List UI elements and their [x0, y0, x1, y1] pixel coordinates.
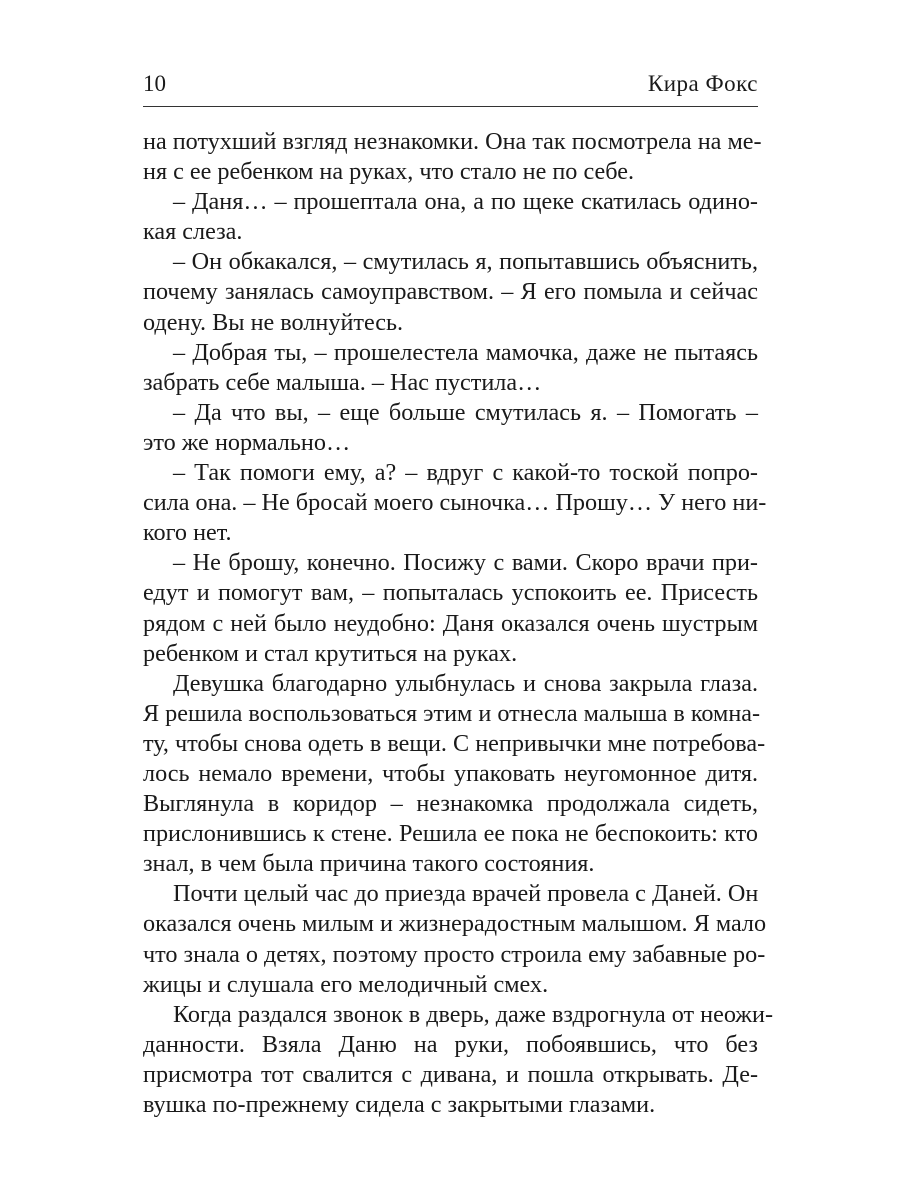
text-line: на потухший взгляд незнакомки. Она так посмотрела на ме-: [143, 128, 762, 155]
text-line: жицы и слушала его мелодичный смех.: [143, 970, 549, 998]
text-line: почему занялась самоуправством. – Я его помыла и сейчас: [143, 278, 758, 306]
text-line: присмотра тот свалится с дивана, и пошла открывать. Де-: [143, 1060, 758, 1088]
text-line: лось немало времени, чтобы упаковать неугомонное дитя.: [143, 759, 758, 787]
text-line: едут и помогут вам, – попыталась успокоить ее. Присесть: [143, 579, 758, 607]
text-line: это же нормально…: [143, 428, 351, 456]
text-line: кая слеза.: [143, 218, 243, 246]
text-line: что знала о детях, поэтому просто строила ему забавные ро-: [143, 940, 766, 968]
text-line: забрать себе малыша. – Нас пустила…: [143, 368, 542, 396]
text-line: знал, в чем была причина такого состояния.: [143, 850, 595, 878]
text-line: ребенком и стал крутиться на руках.: [143, 639, 518, 667]
text-line: рядом с ней было неудобно: Даня оказался очень шустрым: [143, 609, 758, 637]
text-line: – Даня… – прошептала она, а по щеке скатилась одино-: [173, 188, 758, 216]
text-line: – Так помоги ему, а? – вдруг с какой-то тоской попро-: [173, 459, 758, 487]
text-line: оказался очень милым и жизнерадостным малышом. Я мало: [143, 910, 767, 938]
page-number: 10: [143, 71, 166, 96]
text-line: – Добрая ты, – прошелестела мамочка, даже не пытаясь: [173, 338, 758, 366]
text-line: Выглянула в коридор – незнакомка продолжала сидеть,: [143, 790, 758, 818]
text-line: – Да что вы, – еще больше смутилась я. – Помогать –: [173, 398, 758, 426]
header-rule: [143, 106, 758, 107]
text-line: сила она. – Не бросай моего сыночка… Прошу… У него ни-: [143, 489, 767, 517]
text-line: прислонившись к стене. Решила ее пока не беспокоить: кто: [143, 820, 758, 848]
text-line: одену. Вы не волнуйтесь.: [143, 308, 404, 336]
text-line: вушка по-прежнему сидела с закрытыми глазами.: [143, 1091, 656, 1118]
text-line: кого нет.: [143, 519, 232, 547]
text-line: Когда раздался звонок в дверь, даже вздрогнула от неожи-: [173, 1000, 774, 1028]
text-line: данности. Взяла Даню на руки, побоявшись, что без: [143, 1030, 758, 1058]
text-line: – Он обкакался, – смутилась я, попытавшись объяснить,: [173, 248, 758, 276]
body-text: [143, 127, 774, 1120]
running-header: [143, 66, 758, 102]
text-line: ня с ее ребенком на руках, что стало не по себе.: [143, 158, 634, 186]
text-line: Девушка благодарно улыбнулась и снова закрыла глаза.: [173, 669, 758, 697]
text-line: – Не брошу, конечно. Посижу с вами. Скоро врачи при-: [173, 549, 758, 577]
running-title: Кира Фокс: [647, 71, 758, 96]
text-line: ту, чтобы снова одеть в вещи. С непривычки мне потребова-: [143, 729, 766, 757]
text-line: Я решила воспользоваться этим и отнесла малыша в комна-: [143, 699, 761, 727]
text-line: Почти целый час до приезда врачей провела с Даней. Он: [173, 880, 759, 908]
